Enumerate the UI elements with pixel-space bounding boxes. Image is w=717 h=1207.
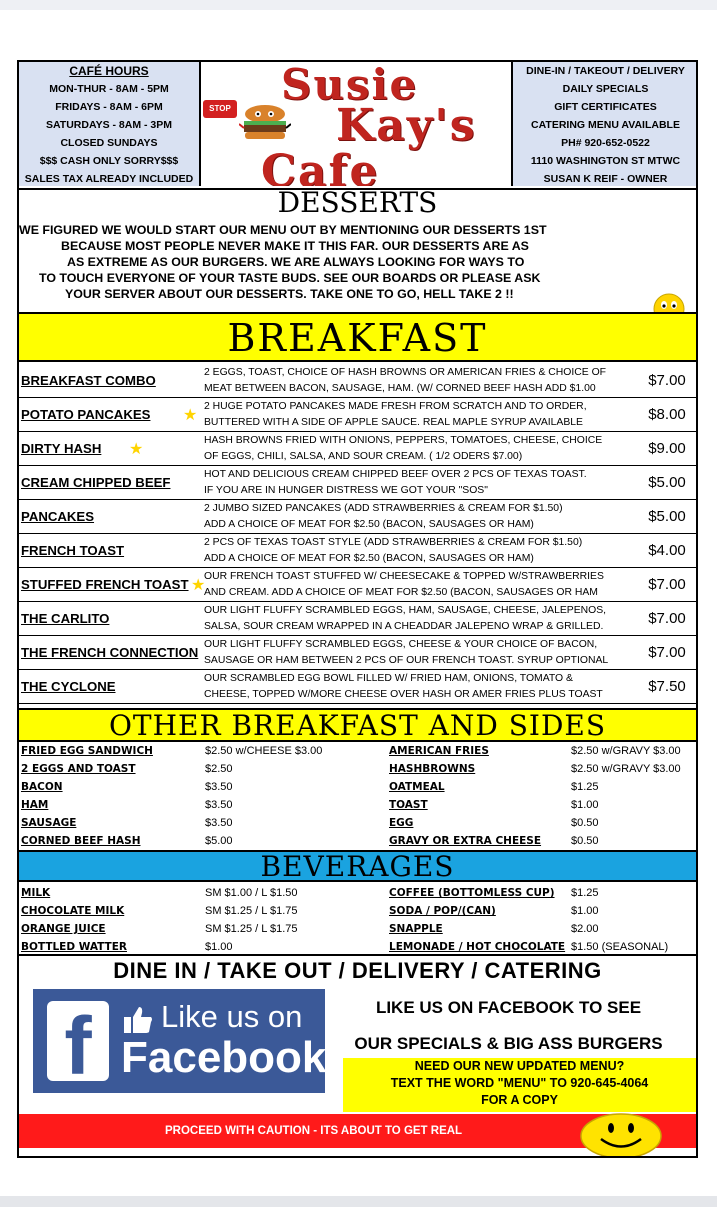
breakfast-item — [19, 500, 696, 534]
sides-item-price: $3.50 — [205, 781, 233, 793]
beverages-item-price: $1.00 — [571, 905, 599, 917]
sides-item-price: $3.50 — [205, 817, 233, 829]
sides-item-price: $2.50 w/GRAVY $3.00 — [571, 763, 681, 775]
desserts-line: WE FIGURED WE WOULD START OUR MENU OUT BY MENTIONING OUR DESSERTS 1ST — [19, 223, 547, 237]
hours-line: $$$ CASH ONLY SORRY$$$ — [39, 155, 179, 167]
sides-item-name: HAM — [21, 799, 49, 811]
sides-item-price: $0.50 — [571, 835, 599, 847]
item-desc-line: AND CREAM. ADD A CHOICE OF MEAT FOR $2.50 (BACON, SAUSAGES OR HAM — [204, 587, 598, 598]
sides-item-name: HASHBROWNS — [389, 763, 476, 775]
sides-banner: OTHER BREAKFAST AND SIDES — [19, 708, 696, 742]
beverages-item-price: $1.50 (SEASONAL) — [571, 941, 669, 953]
beverages-item-name: SNAPPLE — [389, 923, 443, 935]
like-us-text: Like us on — [161, 999, 303, 1034]
item-desc-line: OF EGGS, CHILI, SALSA, AND SOUR CREAM. ( 1/2 ODERS $7.00) — [204, 451, 523, 462]
item-name: THE CARLITO — [21, 611, 110, 626]
item-price: $7.00 — [648, 610, 686, 627]
item-desc-line: MEAT BETWEEN BACON, SAUSAGE, HAM. (W/ CORNED BEEF HASH ADD $1.00 — [204, 383, 596, 394]
item-description — [204, 399, 640, 431]
updated-menu-box — [343, 1058, 696, 1112]
sides-item-price: $5.00 — [205, 835, 233, 847]
item-desc-line: IF YOU ARE IN HUNGER DISTRESS WE GOT YOUR "SOS" — [204, 485, 488, 496]
item-desc-line: OUR LIGHT FLUFFY SCRAMBLED EGGS, CHEESE & YOUR CHOICE OF BACON, — [204, 639, 598, 650]
item-name: BREAKFAST COMBO — [21, 373, 156, 388]
item-description — [204, 569, 640, 601]
item-desc-line: HASH BROWNS FRIED WITH ONIONS, PEPPERS, TOMATOES, CHEESE, CHOICE — [204, 435, 603, 446]
item-price: $7.50 — [648, 678, 686, 695]
caution-text: PROCEED WITH CAUTION - ITS ABOUT TO GET REAL — [165, 1125, 463, 1137]
menu-sheet — [17, 60, 698, 1158]
item-desc-line: ADD A CHOICE OF MEAT FOR $2.50 (BACON, SAUSAGES OR HAM) — [204, 553, 534, 564]
breakfast-item — [19, 534, 696, 568]
owner: SUSAN K REIF - OWNER — [543, 173, 668, 185]
beverages-item-price: SM $1.25 / L $1.75 — [205, 923, 298, 935]
item-desc-line: CHEESE, TOPPED W/MORE CHEESE OVER HASH OR AMER FRIES PLUS TOAST — [204, 689, 603, 700]
item-desc-line: 2 PCS OF TEXAS TOAST STYLE (ADD STRAWBERRIES & CREAM FOR $1.50) — [204, 537, 583, 548]
item-price: $9.00 — [648, 440, 686, 457]
stop-sign-icon: STOP — [203, 100, 237, 118]
dine-in-banner: DINE IN / TAKE OUT / DELIVERY / CATERING — [113, 958, 602, 983]
item-name: CREAM CHIPPED BEEF — [21, 475, 171, 490]
breakfast-item — [19, 466, 696, 500]
item-desc-line: OUR SCRAMBLED EGG BOWL FILLED W/ FRIED HAM, ONIONS, TOMATO & — [204, 673, 573, 684]
item-desc-line: 2 EGGS, TOAST, CHOICE OF HASH BROWNS OR AMERICAN FRIES & CHOICE OF — [204, 367, 607, 378]
item-desc-line: ADD A CHOICE OF MEAT FOR $2.50 (BACON, SAUSAGES OR HAM) — [204, 519, 534, 530]
desserts-text — [19, 222, 696, 302]
desserts-line: AS EXTREME AS OUR BURGERS. WE ARE ALWAYS LOOKING FOR WAYS TO — [67, 255, 525, 269]
hours-line: SALES TAX ALREADY INCLUDED — [24, 173, 194, 185]
beverages-item-name: MILK — [21, 887, 51, 899]
item-description — [204, 637, 640, 669]
beverages-item-name: SODA / POP/(CAN) — [389, 905, 496, 917]
hours-line: MON-THUR - 8AM - 5PM — [49, 83, 169, 95]
sides-item-price: $2.50 — [205, 763, 233, 775]
item-name: STUFFED FRENCH TOAST — [21, 577, 189, 592]
sides-item-name: SAUSAGE — [21, 817, 77, 829]
sides-item-name: OATMEAL — [389, 781, 445, 793]
item-desc-line: 2 JUMBO SIZED PANCAKES (ADD STRAWBERRIES & CREAM FOR $1.50) — [204, 503, 563, 514]
phone-number: PH# 920-652-0522 — [561, 137, 650, 149]
hours-line: CLOSED SUNDAYS — [60, 137, 158, 149]
logo-word-2: Kay's — [336, 100, 477, 151]
beverages-item-price: $2.00 — [571, 923, 599, 935]
item-desc-line: SAUSAGE OR HAM BETWEEN 2 PCS OF OUR FRENCH TOAST. SYRUP OPTIONAL — [204, 655, 609, 666]
beverages-item-price: SM $1.00 / L $1.50 — [205, 887, 298, 899]
sides-item-name: FRIED EGG SANDWICH — [21, 745, 153, 757]
item-description — [204, 535, 640, 567]
menu-box-line: TEXT THE WORD "MENU" TO 920-645-4064 — [390, 1076, 649, 1090]
item-desc-line: BUTTERED WITH A SIDE OF APPLE SAUCE. REAL MAPLE SYRUP AVAILABLE — [204, 417, 583, 428]
sides-item-name: CORNED BEEF HASH — [21, 835, 141, 847]
cafe-hours-title: CAFÉ HOURS — [69, 64, 149, 78]
breakfast-item — [19, 364, 696, 398]
beverages-item-name: CHOCOLATE MILK — [21, 905, 125, 917]
info-line: GIFT CERTIFICATES — [554, 101, 657, 113]
facebook-f-icon: f — [47, 1001, 109, 1081]
smiley-face-icon — [579, 1112, 663, 1158]
breakfast-item — [19, 398, 696, 432]
item-name: THE FRENCH CONNECTION — [21, 645, 199, 660]
item-description — [204, 467, 640, 499]
sides-item-price: $1.25 — [571, 781, 599, 793]
burger-mascot-icon — [239, 104, 291, 144]
cafe-logo — [201, 62, 509, 186]
thumbs-up-icon — [123, 1005, 153, 1035]
item-desc-line: 2 HUGE POTATO PANCAKES MADE FRESH FROM SCRATCH AND TO ORDER, — [204, 401, 587, 412]
facebook-promo-line-1: LIKE US ON FACEBOOK TO SEE — [375, 998, 642, 1017]
item-price: $5.00 — [648, 508, 686, 525]
sides-item-name: AMERICAN FRIES — [389, 745, 489, 757]
sides-item-name: EGG — [389, 817, 414, 829]
facebook-wordmark: Facebook — [121, 1033, 327, 1082]
menu-box-line: FOR A COPY — [481, 1093, 558, 1107]
item-description — [204, 501, 640, 533]
breakfast-item — [19, 670, 696, 704]
beverages-item-name: LEMONADE / HOT CHOCOLATE — [389, 941, 566, 953]
services-info-box — [511, 62, 698, 186]
beverages-item-price: SM $1.25 / L $1.75 — [205, 905, 298, 917]
item-desc-line: HOT AND DELICIOUS CREAM CHIPPED BEEF OVER 2 PCS OF TEXAS TOAST. — [204, 469, 587, 480]
desserts-line: YOUR SERVER ABOUT OUR DESSERTS. TAKE ONE TO GO, HELL TAKE 2 !! — [65, 287, 514, 301]
hours-line: SATURDAYS - 8AM - 3PM — [45, 119, 172, 131]
item-name: FRENCH TOAST — [21, 543, 125, 558]
item-description — [204, 433, 640, 465]
star-icon: ★ — [191, 577, 206, 594]
beverages-item-name: COFFEE (BOTTOMLESS CUP) — [389, 887, 555, 899]
item-price: $7.00 — [648, 372, 686, 389]
item-price: $4.00 — [648, 542, 686, 559]
star-icon: ★ — [129, 441, 144, 458]
item-description — [204, 671, 640, 703]
bottom-bar — [0, 1196, 717, 1207]
sides-item-price: $1.00 — [571, 799, 599, 811]
sides-item-price: $0.50 — [571, 817, 599, 829]
info-line: DAILY SPECIALS — [562, 83, 649, 95]
sides-item-name: BACON — [21, 781, 63, 793]
sides-item-price: $3.50 — [205, 799, 233, 811]
cafe-hours-box — [19, 62, 201, 186]
desserts-heading: DESSERTS — [277, 186, 438, 219]
desserts-line: TO TOUCH EVERYONE OF YOUR TASTE BUDS. SEE OUR BOARDS OR PLEASE ASK — [39, 271, 541, 285]
logo-word-3: Cafe — [261, 146, 380, 186]
logo-word-1: Susie — [281, 62, 419, 109]
beverages-item-name: BOTTLED WATTER — [21, 941, 127, 953]
item-description — [204, 365, 640, 397]
menu-box-line: NEED OUR NEW UPDATED MENU? — [414, 1059, 625, 1073]
sides-item-name: TOAST — [389, 799, 428, 811]
beverages-item-name: ORANGE JUICE — [21, 923, 106, 935]
star-icon: ★ — [183, 407, 198, 424]
sides-item-name: 2 EGGS AND TOAST — [21, 763, 136, 775]
item-price: $7.00 — [648, 644, 686, 661]
hours-line: FRIDAYS - 8AM - 6PM — [55, 101, 163, 113]
breakfast-item — [19, 432, 696, 466]
item-desc-line: OUR LIGHT FLUFFY SCRAMBLED EGGS, HAM, SAUSAGE, CHEESE, JALEPENOS, — [204, 605, 607, 616]
facebook-promo-line-2: OUR SPECIALS & BIG ASS BURGERS — [354, 1034, 663, 1053]
sides-item-name: GRAVY OR EXTRA CHEESE — [389, 835, 542, 847]
sides-item-price: $2.50 w/CHEESE $3.00 — [205, 745, 323, 757]
item-name: POTATO PANCAKES — [21, 407, 151, 422]
item-description — [204, 603, 640, 635]
beverages-item-price: $1.00 — [205, 941, 233, 953]
breakfast-item — [19, 568, 696, 602]
sides-item-price: $2.50 w/GRAVY $3.00 — [571, 745, 681, 757]
item-price: $7.00 — [648, 576, 686, 593]
breakfast-banner: BREAKFAST — [19, 312, 696, 362]
facebook-like-badge[interactable] — [33, 989, 325, 1093]
item-name: DIRTY HASH — [21, 441, 102, 456]
menu-header — [19, 62, 696, 190]
breakfast-item — [19, 602, 696, 636]
beverages-item-price: $1.25 — [571, 887, 599, 899]
info-line: DINE-IN / TAKEOUT / DELIVERY — [526, 65, 685, 77]
item-desc-line: OUR FRENCH TOAST STUFFED W/ CHEESECAKE & TOPPED W/STRAWBERRIES — [204, 571, 604, 582]
item-name: PANCAKES — [21, 509, 95, 524]
desserts-line: BECAUSE MOST PEOPLE NEVER MAKE IT THIS FAR. OUR DESSERTS ARE AS — [61, 239, 529, 253]
address: 1110 WASHINGTON ST MTWC — [530, 155, 681, 167]
item-desc-line: SALSA, SOUR CREAM WRAPPED IN A CHEADDAR JALEPENO WRAP & GRILLED. — [204, 621, 604, 632]
item-name: THE CYCLONE — [21, 679, 116, 694]
beverages-banner: BEVERAGES — [19, 850, 696, 882]
item-price: $8.00 — [648, 406, 686, 423]
top-bar — [0, 0, 717, 10]
item-price: $5.00 — [648, 474, 686, 491]
info-line: CATERING MENU AVAILABLE — [531, 119, 680, 131]
breakfast-item — [19, 636, 696, 670]
